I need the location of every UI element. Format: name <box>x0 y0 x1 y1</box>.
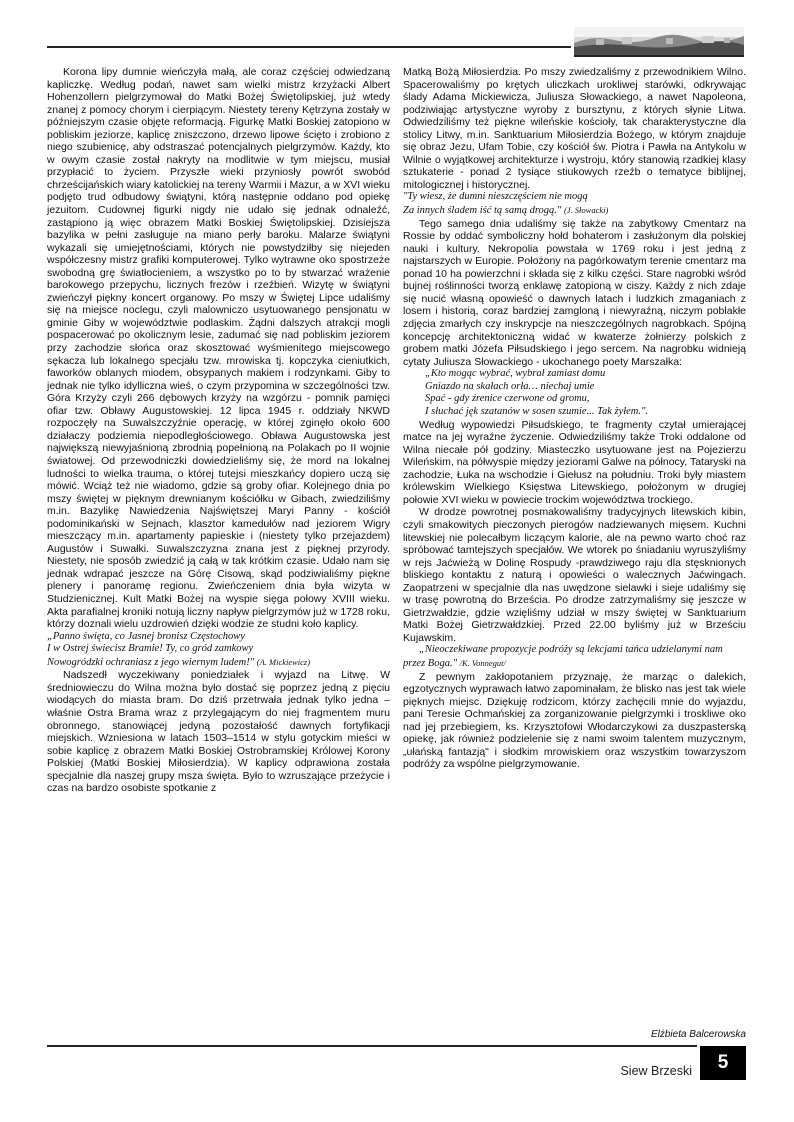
poem-quote-nagrobek <box>403 368 746 418</box>
article-paragraph: W drodze powrotnej posmakowaliśmy tradycyjnych litewskich kibin, czyli smakowitych pieczonych pierogów nadziewanych mięsem. Kuchni litewskiej nie polecałbym liczącym kalorie, ale na pewno warto choć raz spróbować tamtejszych specjałów. We wtorek po śniadaniu wyruszyliśmy w rejs Jaćwieżą w Dolinę Rospudy -prawdziwego raju dla stęsknionych bliskiego kontaktu z naturą i opowieści o walecznych Jaćwingach. Zaopatrzeni w specjalnie dla nas uwędzone sielawki i sieje udaliśmy się w trasę powrotną do Brześcia. Po drodze zatrzymaliśmy się jeszcze w Gietrzwałdzie, gdzie wzięliśmy udział w mszy świętej w Sanktuarium Matki Bożej Gietrzwałdzkiej. Przed 22.00 byliśmy już w Brześciu Kujawskim. <box>403 506 746 644</box>
article-paragraph: Tego samego dnia udaliśmy się także na zabytkowy Cmentarz na Rossie by oddać symboliczny hołd bohaterom i zasłużonym dla polskiej nauki i kultury. Nekropolia powstała w 1769 roku i jest jedną z najstarszych w Europie. Położony na pagórkowatym terenie cmentarz ma ponad 10 ha powierzchni i składa się z kilku części. Stare nagrobki wśród bujnej roślinności tworzą enklawę zatopioną w ciszy. Każdy z nich zdaje się nucić własną opowieść o dawnych latach i ludzkich zmaganiach z losem i historią, coraz bardziej zamgloną i niewyraźną, niczym poblakłe zdjęcia zmarłych czy inskrypcje na nieszczególnych nagrobkach. Spójną koncepcję architektoniczną widać w kwaterze żołnierzy polskich z grobem matki Józefa Piłsudskiego i jego sercem. Na nagrobku widnieją cytaty Juliusza Słowackiego - ukochanego poety Marszałka: <box>403 217 746 368</box>
quote-citation: (J. Słowacki) <box>563 205 609 216</box>
quote-line: Gniazdo na skałach orła… niechaj umie <box>425 380 595 392</box>
quote-line <box>403 204 746 218</box>
quote-line: „Kto mogąc wybrać, wybrał zamiast domu <box>425 368 606 380</box>
quote-citation: /K. Vonnegut/ <box>459 658 506 669</box>
article-paragraph: Z pewnym zakłopotaniem przyznaję, że marząc o dalekich, egzotycznych wyprawach łatwo zapominałam, że blisko nas jest tak wiele pięknych miejsc. Dziękuję rodzicom, którzy zachęcili mnie do wyjazdu, pani Teresie Ochmańskiej za zorganizowanie pielgrzymki i troskliwe oko nad jej przebiegiem, ks. Krzysztofowi Włodarczykowi za duszpasterską opiekę, jak również podzielenie się z nami swoim talentem muzycznym, „ułańską fantazją" i słodkim mrowiskiem oraz wszystkim towarzyszom podróży za wspólne pielgrzymowanie. <box>403 670 746 771</box>
quote-line-text: Za innych śladem iść tą samą drogą." <box>403 205 562 217</box>
quote-line-text: Nowogródzki ochraniasz z jego wiernym ludem!" <box>47 656 255 668</box>
header-rule <box>47 46 571 48</box>
quote-line: I w Ostrej świecisz Bramie! Ty, co gród zamkowy <box>47 643 254 655</box>
quote-citation: (A. Mickiewicz) <box>256 656 311 667</box>
poem-quote-vonnegut <box>403 644 746 670</box>
poem-quote-mickiewicz <box>47 631 390 670</box>
article-right-column <box>403 66 746 771</box>
article-paragraph: Według wypowiedzi Piłsudskiego, te fragmenty czytał umierającej matce na jej wyraźne życzenie. Odwiedziliśmy także Troki oddalone od Wilna niecałe pół godziny. Miasteczko usytuowane jest na Pojezierzu Wileńskim, na półwyspie między jeziorami Galwe na północy, Tataryski na zachodzie, Łuka na wschodzie i Giełusz na południu. Troki były miastem królewskim Wielkiego Księstwa Litewskiego, położonym w drugiej połowie XVI wieku w powiecie trockim województwa trockiego. <box>403 418 746 506</box>
quote-line: „Panno święta, co Jasnej bronisz Częstochowy <box>47 630 245 642</box>
quote-line-text: „Nieoczekiwane propozycje podróży są lekcjami tańca udzielanymi nam przez Boga." <box>403 644 723 670</box>
author-signature: Elżbieta Balcerowska <box>650 1029 746 1040</box>
article-left-column <box>47 66 390 795</box>
header-photo <box>574 27 744 57</box>
article-paragraph: Matką Bożą Miłosierdzia. Po mszy zwiedzaliśmy z przewodnikiem Wilno. Spacerowaliśmy po krętych uliczkach urokliwej starówki, odkrywając ślady Adama Mickiewicza, Juliusza Słowackiego, a nawet Napoleona, podziwiając artystyczne wyroby z bursztynu, z których słynie Litwa. Odwiedziliśmy też piękne wileńskie kościoły, tak charakterystyczne dla stolicy Litwy, m.in. Sanktuarium Miłosierdzia Bożego, w którym znajduje się obraz Jezu, Ufam Tobie, czy kościół św. Piotra i Pawła na Antykolu w Wilnie o wyjątkowej architekturze i wystroju, który stanowią rzadkiej klasy sztukaterie - ponad 2 tysiące stiukowych rzeźb o tematyce biblijnej, mitologicznej i historycznej. <box>403 66 746 191</box>
article-paragraph: Korona lipy dumnie wieńczyła małą, ale coraz częściej odwiedzaną kapliczkę. Według podań, nawet sam wielki mistrz krzyżacki Albert Hohenzollern pielgrzymował do Matki Bożej Świętolipskiej, już wtedy znanej z pomocy chorym i cierpiącym. Niestety tereny Kętrzyna zostały w późniejszym czasie objęte reformacją. Figurkę Matki Boskiej zatopiono w pobliskim jeziorze, kaplicę zniszczono, drzewo lipowe ścięto i zrobiono z niego szubienicę, aby odstraszać potencjalnych pielgrzymów. Każdy, kto w owym czasie został nakryty na modlitwie w tym miejscu, musiał przypłacić to życiem. Przyszłe wieki przyniosły powrót swobód chrześcijańskich wiary katolickiej na tereny Warmii i Mazur, a w XVI wieku podjęto trud odbudowy świątyni, którą następnie oddano pod opiekę jezuitom. Cudownej figurki nigdy nie udało się jednak odnaleźć, zastąpiono ją więc obrazem Matki Boskiej Świętolipskiej. Dzisiejsza bazylika w pełni zasługuje na miano perły baroku. Malarze świątyni wykazali się umiejętnościami, których nie powstydziłby się niejeden współczesny mistrz grafiki komputerowej. Tylko wytrawne oko spostrzeże swobodną grę światłocieniem, a wszystko po to by stwarzać wrażenie barokowego przepychu, licznych frezów i rzeźbień. Wizytę w świątyni zwieńczył piękny koncert organowy. Po mszy w Świętej Lipce udaliśmy się na miejsce noclegu, czyli malowniczo usytuowanego pensjonatu w gminie Giby w województwie podlaskim. Żądni dalszych atrakcji mogli pospacerować po okolicznym lesie, zadumać się nad pobliskim jeziorem przy zachodzie słońca oraz skosztować wyśmienitego miejscowego sękacza lub lokalnego specjału tzw. mrowiska tj. kopczyka cieniutkich, faworków oblanych miodem, obsypanych makiem i rodzynkami. Giby to jednak nie tylko idylliczna wieś, o czym przypomina w szczególności tzw. Góra Krzyży czyli 266 dębowych krzyży na wzgórzu - pomnik pamięci ofiar tzw. Obławy Augustowskiej. 12 lipca 1945 r. oddziały NKWD rozpoczęły na Suwalszczyźnie operację, w której zginęło około 600 działaczy podziemia niepodległościowego. Obława Augustowska jest największą niewyjaśnioną zbrodnią popełnioną na Polakach po II wojnie światowej. Od przewodniczki dowiedzieliśmy się, że mord na lokalnej ludności to wielka trauma, o której tutejsi mieszkańcy dopiero uczą się mówić. Wciąż też nie wiadomo, gdzie są groby ofiar. Kolejnego dnia po mszy świętej w pięknym drewnianym kościółku w Gibach, zwiedziliśmy m.in. Bazylikę Nawiedzenia Najświętszej Maryi Panny - kościół podominikański w Sejnach, klasztor kamedułów nad jeziorem Wigry mieszczący m.in. apartamenty papieskie i (niestety tylko przejazdem) Augustów i Suwałki. Suwalszczyzna znana jest z pięknej przyrody. Niestety, nie sposób zwiedzić ją całą w tak krótkim czasie. Udało nam się jednak wdrapać jeszcze na Górę Cisową, skąd podziwialiśmy piękne plenery i panoramę regionu. Zwieńczeniem dnia była wizyta w Studzienicznej. Kult Matki Bożej na wyspie sięga połowy XVIII wieku. Akta parafialnej kroniki notują liczny napływ pielgrzymów już w 1728 roku, którzy doznali wielu uzdrowień dzięki wodzie ze studni koło kaplicy. <box>47 66 390 631</box>
footer-rule <box>47 1045 697 1047</box>
article-paragraph: Nadszedł wyczekiwany poniedziałek i wyjazd na Litwę. W średniowieczu do Wilna można było dostać się poprzez jedną z pięciu wiodących do miasta bram. Do dziś przetrwała jednak tylko jedna – właśnie Ostra Brama wraz z przylegającym do niej fragmentem muru obronnego, stanowiącej jedyną pozostałość dawnych fortyfikacji miejskich. Wzniesiona w latach 1503–1514 w stylu gotyckim mieści w sobie kaplicę z obrazem Matki Boskiej Ostrobramskiej Królowej Korony Polskiej (Matki Boskiej Miłosierdzia). W kaplicy odprawiona została specjalnie dla naszej grupy msza święta. Było to wzruszające przeżycie i czas na bardzo osobiste spotkanie z <box>47 669 390 795</box>
page-number: 5 <box>700 1046 746 1080</box>
quote-line: "Ty wiesz, że dumni nieszczęściem nie mogą <box>403 191 588 203</box>
publication-name: Siew Brzeski <box>620 1064 692 1078</box>
quote-line: Spać - gdy źrenice czerwone od gromu, <box>425 393 590 405</box>
poem-quote-slowacki <box>403 191 746 217</box>
town-panorama-image <box>574 27 744 55</box>
quote-line: I słuchać jęk szatanów w sosen szumie... Tak żyłem.". <box>425 406 649 417</box>
quote-line <box>47 656 390 670</box>
